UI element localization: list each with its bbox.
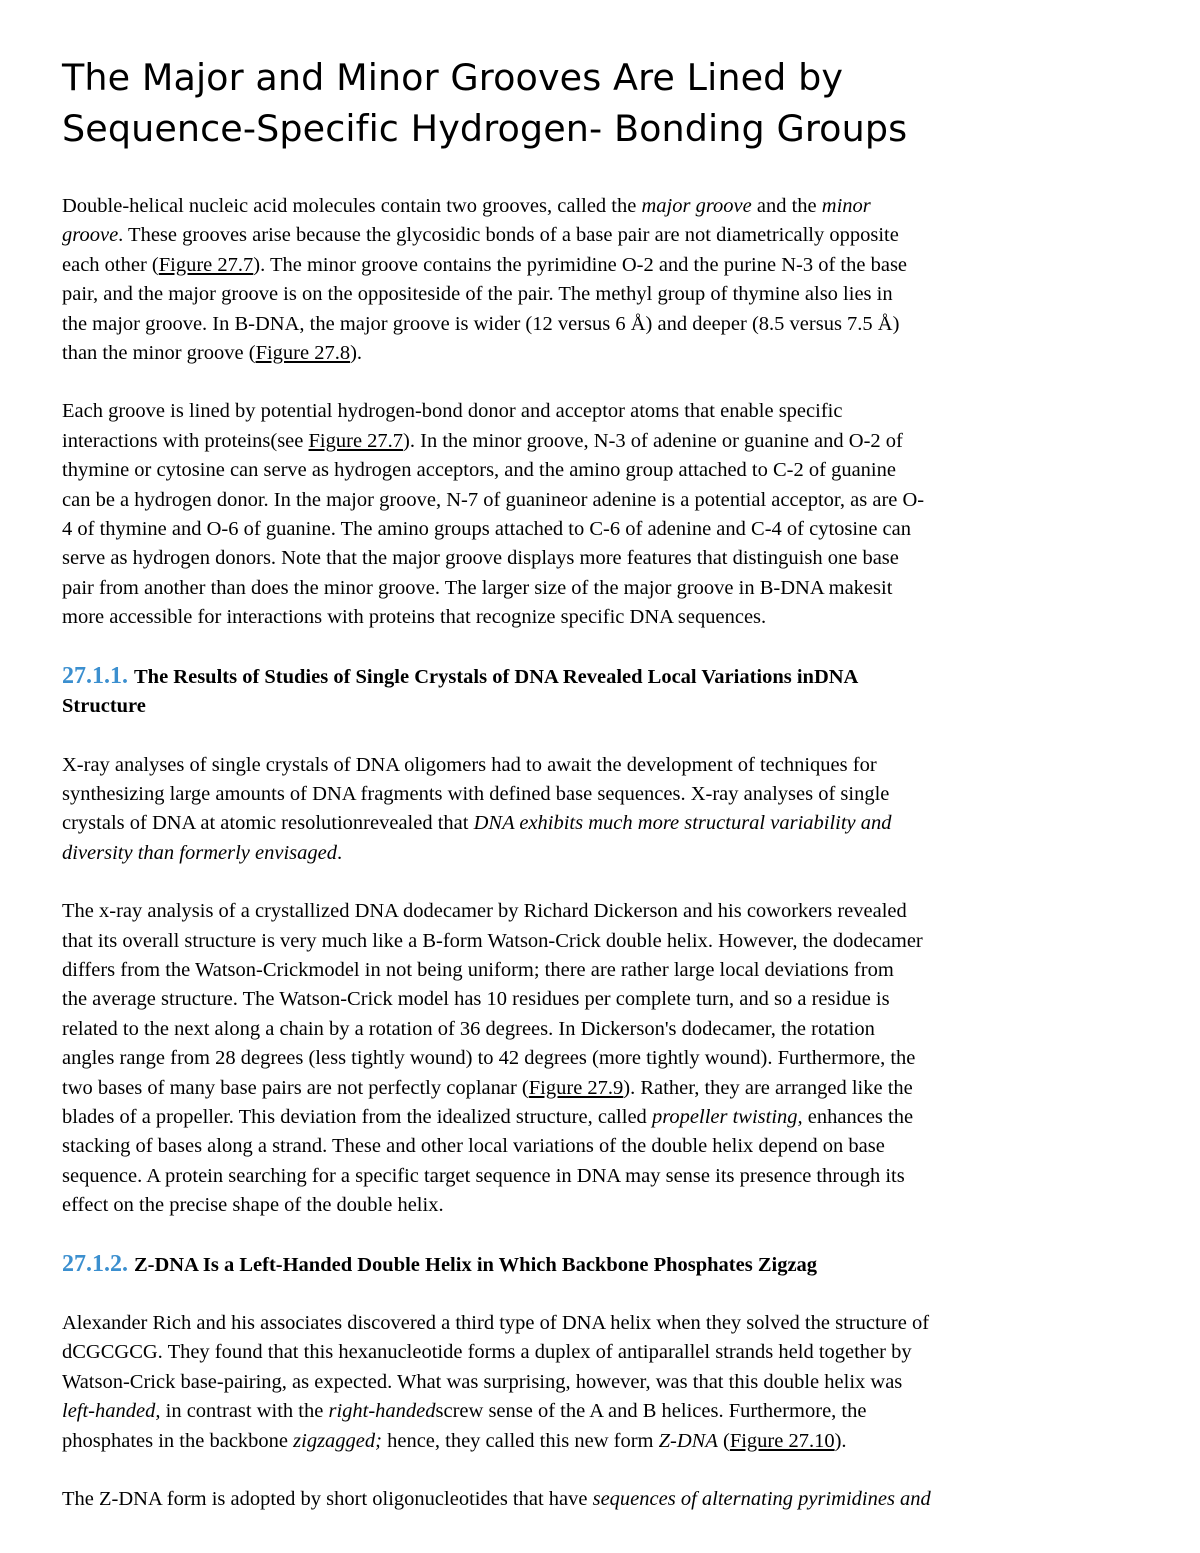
text-line: two bases of many base pairs are not perfectly coplanar (Figure 27.9). Rather, they are arranged like the — [62, 1076, 913, 1099]
title-line-2: Sequence-Specific Hydrogen- Bonding Groups — [62, 107, 908, 150]
section-number: 27.1.2. — [62, 1250, 128, 1277]
text-line: diversity than formerly envisaged. — [62, 841, 343, 864]
text-line: The x-ray analysis of a crystallized DNA dodecamer by Richard Dickerson and his coworkers revealed — [62, 900, 907, 923]
text-line: more accessible for interactions with proteins that recognize specific DNA sequences. — [62, 606, 767, 629]
paragraph-hydrogen-bonding — [62, 397, 1142, 632]
figure-27-7-link[interactable]: Figure 27.7 — [308, 429, 404, 452]
text-line: groove. These grooves arise because the glycosidic bonds of a base pair are not diametrically opposite — [62, 224, 899, 247]
paragraph-xray-analyses — [62, 751, 1142, 869]
text-line: related to the next along a chain by a rotation of 36 degrees. In Dickerson's dodecamer, the rotation — [62, 1017, 875, 1040]
section-number: 27.1.1. — [62, 662, 128, 689]
text-line: that its overall structure is very much like a B-form Watson-Crick double helix. However, the dodecamer — [62, 929, 923, 952]
text-line: phosphates in the backbone zigzagged; hence, they called this new form Z-DNA (Figure 27.10). — [62, 1429, 847, 1452]
paragraph-z-dna-form — [62, 1485, 1142, 1514]
section-title-continued: Structure — [62, 695, 146, 718]
paragraph-z-dna-discovery — [62, 1309, 1142, 1456]
text-line: blades of a propeller. This deviation from the idealized structure, called propeller twisting, enhances the — [62, 1105, 914, 1128]
text-line: pair from another than does the minor groove. The larger size of the major groove in B-DNA makesit — [62, 576, 893, 599]
text-line: Watson-Crick base-pairing, as expected. What was surprising, however, was that this double helix was — [62, 1370, 903, 1393]
text-line: differs from the Watson-Crickmodel in not being uniform; there are rather large local deviations from — [62, 958, 894, 981]
text-line: Each groove is lined by potential hydrogen-bond donor and acceptor atoms that enable specific — [62, 400, 843, 423]
section-heading-27-1-2 — [62, 1250, 1142, 1280]
text-line: synthesizing large amounts of DNA fragments with defined base sequences. X-ray analyses of single — [62, 782, 890, 805]
text-line: each other (Figure 27.7). The minor groove contains the pyrimidine O-2 and the purine N-3 of the base — [62, 253, 908, 276]
text-line: stacking of bases along a strand. These and other local variations of the double helix depend on base — [62, 1135, 885, 1158]
section-title: The Results of Studies of Single Crystals of DNA Revealed Local Variations inDNA — [134, 665, 859, 688]
figure-27-10-link[interactable]: Figure 27.10 — [729, 1429, 835, 1452]
text-line: pair, and the major groove is on the oppositeside of the pair. The methyl group of thymine also lies in — [62, 283, 893, 306]
text-line: thymine or cytosine can serve as hydrogen acceptors, and the amino group attached to C-2 of guanine — [62, 459, 896, 482]
text-line: The Z-DNA form is adopted by short oligonucleotides that have sequences of alternating pyrimidines and — [62, 1488, 931, 1511]
document-page — [62, 52, 1142, 1514]
text-line: sequence. A protein searching for a specific target sequence in DNA may sense its presence through its — [62, 1164, 905, 1187]
text-line: X-ray analyses of single crystals of DNA oligomers had to await the development of techniques for — [62, 753, 877, 776]
text-line: dCGCGCG. They found that this hexanucleotide forms a duplex of antiparallel strands held together by — [62, 1341, 912, 1364]
figure-27-7-link[interactable]: Figure 27.7 — [158, 253, 254, 276]
text-line: angles range from 28 degrees (less tightly wound) to 42 degrees (more tightly wound). Furthermore, the — [62, 1047, 916, 1070]
figure-27-9-link[interactable]: Figure 27.9 — [528, 1076, 624, 1099]
text-line: the average structure. The Watson-Crick model has 10 residues per complete turn, and so a residue is — [62, 988, 890, 1011]
paragraph-dickerson-dodecamer — [62, 897, 1142, 1220]
figure-27-8-link[interactable]: Figure 27.8 — [255, 342, 351, 365]
text-line: interactions with proteins(see Figure 27.7). In the minor groove, N-3 of adenine or guanine and O-2 of — [62, 429, 903, 452]
text-line: the major groove. In B-DNA, the major groove is wider (12 versus 6 Å) and deeper (8.5 versus 7.5 Å) — [62, 312, 900, 335]
text-line: crystals of DNA at atomic resolutionrevealed that DNA exhibits much more structural variability and — [62, 812, 892, 835]
text-line: Alexander Rich and his associates discovered a third type of DNA helix when they solved the structure of — [62, 1312, 930, 1334]
text-line: effect on the precise shape of the double helix. — [62, 1194, 444, 1217]
page-title — [62, 52, 1142, 154]
text-line: 4 of thymine and O-6 of guanine. The amino groups attached to C-6 of adenine and C-4 of cytosine can — [62, 518, 911, 541]
text-line: than the minor groove (Figure 27.8). — [62, 342, 363, 365]
text-line: left-handed, in contrast with the right-handedscrew sense of the A and B helices. Furthermore, the — [62, 1400, 867, 1423]
text-line: Double-helical nucleic acid molecules contain two grooves, called the major groove and the minor — [62, 195, 871, 217]
title-line-1: The Major and Minor Grooves Are Lined by — [62, 56, 844, 99]
paragraph-grooves-intro — [62, 192, 1142, 368]
text-line: can be a hydrogen donor. In the major groove, N-7 of guanineor adenine is a potential acceptor, as are O- — [62, 488, 925, 511]
section-heading-27-1-1 — [62, 662, 1142, 722]
section-title: Z-DNA Is a Left-Handed Double Helix in Which Backbone Phosphates Zigzag — [134, 1253, 818, 1276]
text-line: serve as hydrogen donors. Note that the major groove displays more features that distinguish one base — [62, 547, 899, 570]
